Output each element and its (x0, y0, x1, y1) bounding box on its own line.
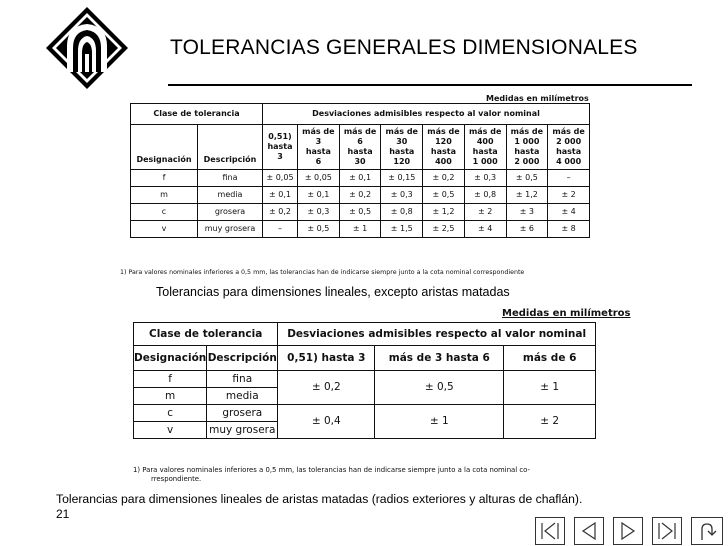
first-slide-button[interactable] (535, 517, 565, 545)
table1-range-1: 0,51) hasta 3 (263, 125, 298, 170)
value-cell: ± 0,3 (464, 170, 506, 187)
return-icon (696, 520, 718, 542)
value-cell: ± 0,4 (278, 405, 375, 439)
table1-deviations-header: Desviaciones admisibles respecto al valor nominal (263, 104, 590, 125)
value-cell: ± 0,5 (298, 221, 340, 238)
return-button[interactable] (691, 517, 723, 545)
table2-range-2: más de 3 hasta 6 (375, 346, 504, 371)
table-row (134, 371, 596, 388)
value-cell: ± 2 (464, 204, 506, 221)
table2-range-3: más de 6 (504, 346, 596, 371)
previous-slide-button[interactable] (574, 517, 604, 545)
description-cell: muy grosera (198, 221, 263, 238)
value-cell: ± 0,1 (263, 187, 298, 204)
table-row (131, 221, 590, 238)
table1-col-description: Descripción (198, 125, 263, 170)
value-cell: ± 0,2 (278, 371, 375, 405)
description-cell: fina (198, 170, 263, 187)
designation-cell: c (134, 405, 207, 422)
next-slide-button[interactable] (613, 517, 643, 545)
table-row (131, 170, 590, 187)
designation-cell: v (131, 221, 198, 238)
value-cell: ± 0,3 (298, 204, 340, 221)
value-cell: ± 2,5 (423, 221, 465, 238)
value-cell: ± 2 (548, 187, 590, 204)
value-cell: ± 0,1 (339, 170, 381, 187)
table2-col-designation: Designación (134, 346, 207, 371)
table2-deviations-header: Desviaciones admisibles respecto al valor nominal (278, 323, 596, 346)
table1-range-7: más de 1 000 hasta 2 000 (506, 125, 548, 170)
university-crest-icon (45, 6, 129, 90)
table1-col-designation: Designación (131, 125, 198, 170)
table1-class-header: Clase de tolerancia (131, 104, 263, 125)
value-cell: ± 0,5 (506, 170, 548, 187)
previous-icon (578, 521, 600, 541)
value-cell: – (548, 170, 590, 187)
value-cell: ± 0,5 (423, 187, 465, 204)
page-title: TOLERANCIAS GENERALES DIMENSIONALES (170, 36, 638, 59)
page-number: 21 (56, 507, 70, 521)
value-cell: ± 0,3 (381, 187, 423, 204)
table2-col-description: Descripción (207, 346, 278, 371)
table1-range-5: más de 120 hasta 400 (423, 125, 465, 170)
value-cell: – (263, 221, 298, 238)
value-cell: ± 8 (548, 221, 590, 238)
value-cell: ± 0,5 (339, 204, 381, 221)
value-cell: ± 0,8 (381, 204, 423, 221)
value-cell: ± 0,1 (298, 187, 340, 204)
designation-cell: f (134, 371, 207, 388)
description-cell: fina (207, 371, 278, 388)
chamfer-tolerance-table (133, 322, 596, 439)
value-cell: ± 4 (548, 204, 590, 221)
last-icon (656, 521, 678, 541)
table1-caption: Tolerancias para dimensiones lineales, excepto aristas matadas (156, 285, 510, 299)
table2-units: Medidas en milímetros (502, 308, 631, 319)
linear-tolerance-table (130, 103, 590, 238)
table-row (131, 204, 590, 221)
table1-range-4: más de 30 hasta 120 (381, 125, 423, 170)
table1-footnote: 1) Para valores nominales inferiores a 0,5 mm, las tolerancias han de indicarse siempre junto a la cota nominal correspondiente (120, 269, 525, 276)
value-cell: ± 1,5 (381, 221, 423, 238)
table1-range-2: más de 3 hasta 6 (298, 125, 340, 170)
value-cell: ± 0,2 (423, 170, 465, 187)
description-cell: media (198, 187, 263, 204)
first-icon (539, 521, 561, 541)
value-cell: ± 3 (506, 204, 548, 221)
value-cell: ± 6 (506, 221, 548, 238)
value-cell: ± 4 (464, 221, 506, 238)
value-cell: ± 0,2 (339, 187, 381, 204)
last-slide-button[interactable] (652, 517, 682, 545)
value-cell: ± 0,8 (464, 187, 506, 204)
value-cell: ± 2 (504, 405, 596, 439)
table-row (131, 187, 590, 204)
designation-cell: c (131, 204, 198, 221)
value-cell: ± 1 (339, 221, 381, 238)
designation-cell: m (134, 388, 207, 405)
value-cell: ± 1,2 (506, 187, 548, 204)
value-cell: ± 1 (375, 405, 504, 439)
description-cell: media (207, 388, 278, 405)
value-cell: ± 0,05 (298, 170, 340, 187)
table2-range-1: 0,51) hasta 3 (278, 346, 375, 371)
next-icon (617, 521, 639, 541)
table2-class-header: Clase de tolerancia (134, 323, 278, 346)
value-cell: ± 0,2 (263, 204, 298, 221)
description-cell: grosera (207, 405, 278, 422)
table-row (134, 405, 596, 422)
designation-cell: m (131, 187, 198, 204)
designation-cell: v (134, 422, 207, 439)
table2-footnote-line1: 1) Para valores nominales inferiores a 0,5 mm, las tolerancias han de indicarse siempre junto a la cota nominal co- (133, 466, 531, 474)
value-cell: ± 0,15 (381, 170, 423, 187)
table2-footnote-line2: rrespondiente. (151, 475, 202, 483)
table1-units: Medidas en milímetros (486, 94, 589, 103)
title-rule (168, 84, 692, 86)
table2-caption: Tolerancias para dimensiones lineales de aristas matadas (radios exteriores y alturas de chaflán). (56, 492, 583, 506)
value-cell: ± 0,05 (263, 170, 298, 187)
description-cell: muy grosera (207, 422, 278, 439)
value-cell: ± 1 (504, 371, 596, 405)
designation-cell: f (131, 170, 198, 187)
table1-range-6: más de 400 hasta 1 000 (464, 125, 506, 170)
table1-range-8: más de 2 000 hasta 4 000 (548, 125, 590, 170)
description-cell: grosera (198, 204, 263, 221)
table1-range-3: más de 6 hasta 30 (339, 125, 381, 170)
value-cell: ± 0,5 (375, 371, 504, 405)
value-cell: ± 1,2 (423, 204, 465, 221)
